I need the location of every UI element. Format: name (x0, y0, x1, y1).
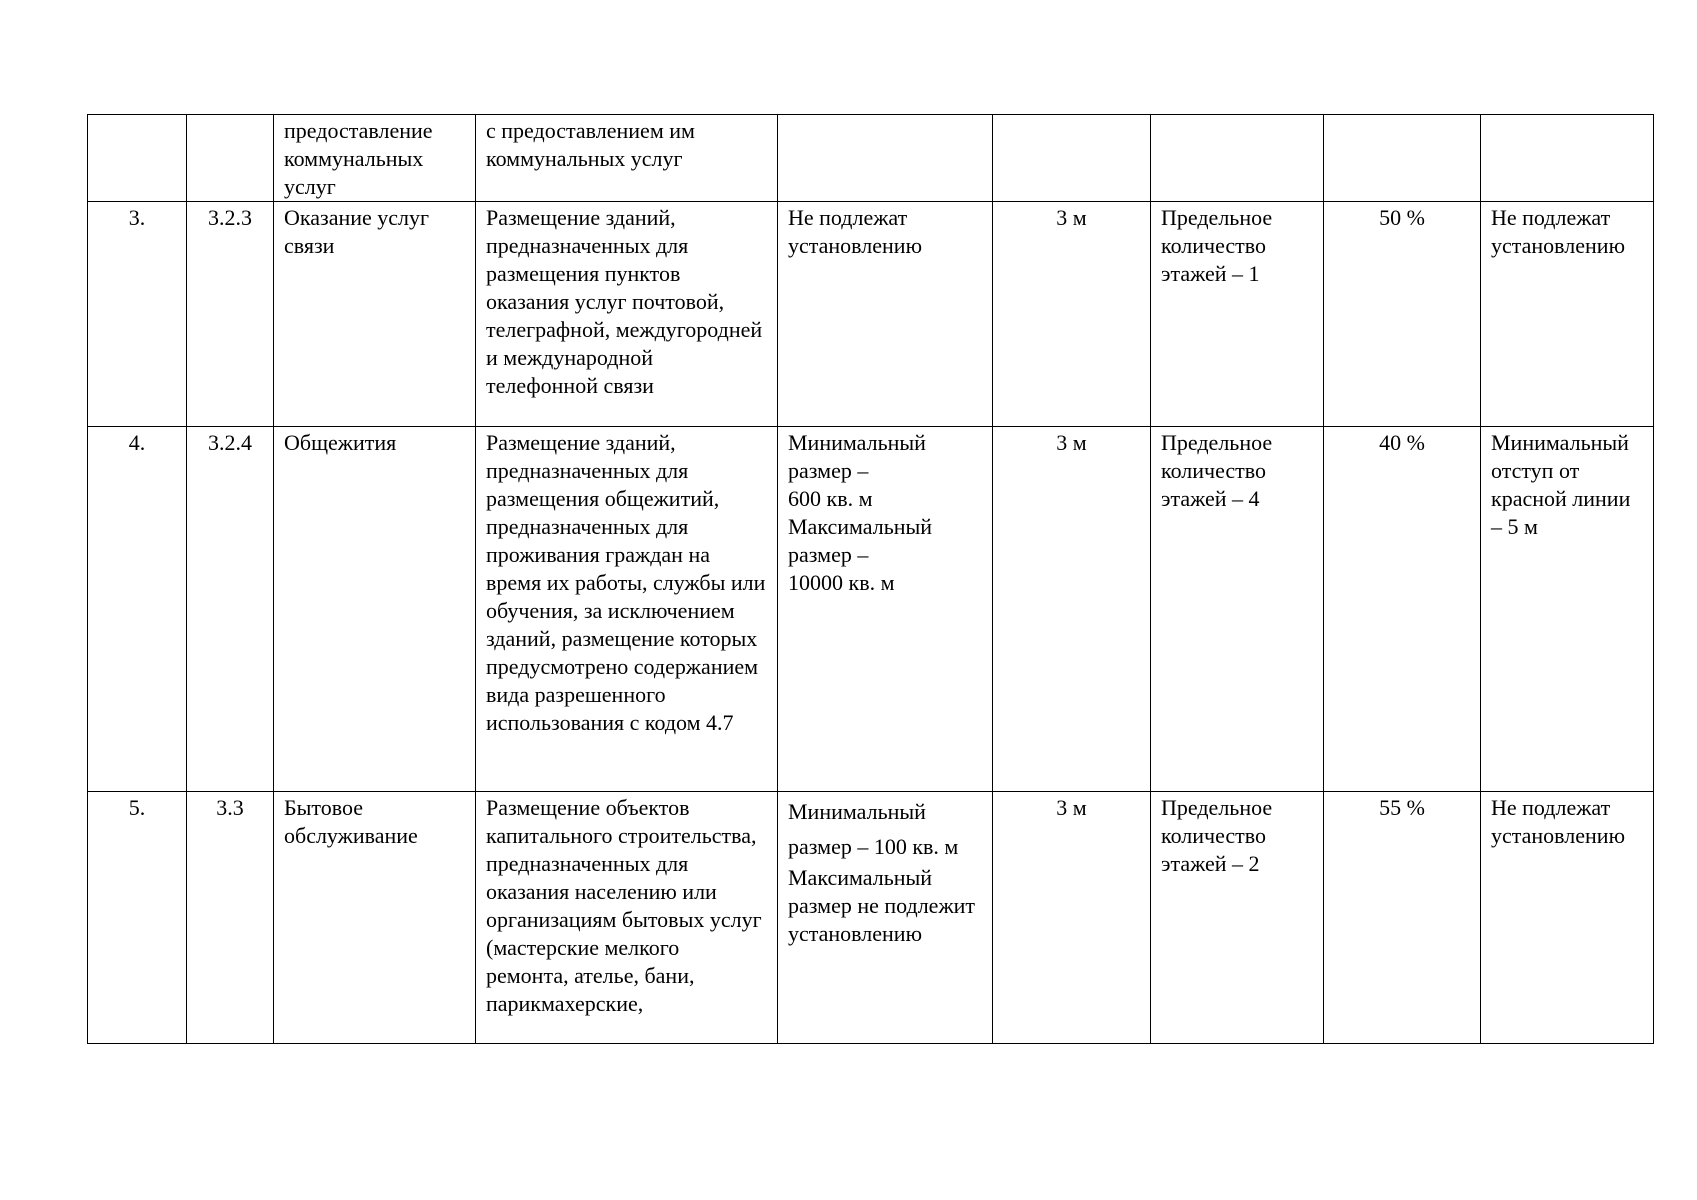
description-cell: Размещение зданий, предназначенных для размещения общежитий, предназначенных для проживания граждан на время их работы, службы или обучения, за исключением зданий, размещение которых предусмотрено содержанием вида разрешенного использования с кодом 4.7 (476, 427, 778, 792)
other-params-cell: Минимальный отступ от красной линии – 5 м (1481, 427, 1654, 792)
row-number-cell: 4. (88, 427, 187, 792)
other-params-cell: Не подлежат установлению (1481, 792, 1654, 1044)
table-row (88, 792, 1654, 1044)
plot-size-cell: Минимальный размер – 600 кв. м Максимальный размер – 10000 кв. м (778, 427, 993, 792)
plot-size-cell: Не подлежат установлению (778, 202, 993, 427)
plot-size-line: Минимальный (788, 799, 926, 824)
use-name-cell: Общежития (274, 427, 476, 792)
setback-cell (993, 115, 1151, 202)
table-row (88, 427, 1654, 792)
plot-size-cell (778, 792, 993, 1044)
code-cell (187, 115, 274, 202)
table-row (88, 115, 1654, 202)
coverage-cell: 55 % (1324, 792, 1481, 1044)
coverage-cell: 40 % (1324, 427, 1481, 792)
plot-size-line: Максимальный размер не подлежит установлению (788, 865, 976, 946)
floors-cell: Предельное количество этажей – 1 (1151, 202, 1324, 427)
use-name-cell: предоставление коммунальных услуг (274, 115, 476, 202)
description-cell: Размещение объектов капитального строительства, предназначенных для оказания населению или организациям бытовых услуг (мастерские мелкого ремонта, ателье, бани, парикмахерские, (476, 792, 778, 1044)
use-name-cell: Оказание услуг связи (274, 202, 476, 427)
use-name-cell: Бытовое обслуживание (274, 792, 476, 1044)
setback-cell: 3 м (993, 427, 1151, 792)
setback-cell: 3 м (993, 792, 1151, 1044)
zoning-regulations-table (87, 114, 1654, 1044)
floors-cell: Предельное количество этажей – 2 (1151, 792, 1324, 1044)
row-number-cell: 3. (88, 202, 187, 427)
code-cell: 3.2.3 (187, 202, 274, 427)
plot-size-line: размер – 100 кв. м (788, 834, 959, 859)
other-params-cell: Не подлежат установлению (1481, 202, 1654, 427)
description-cell: Размещение зданий, предназначенных для размещения пунктов оказания услуг почтовой, телеграфной, междугородней и международной телефонной связи (476, 202, 778, 427)
setback-cell: 3 м (993, 202, 1151, 427)
coverage-cell (1324, 115, 1481, 202)
table-row (88, 202, 1654, 427)
row-number-cell: 5. (88, 792, 187, 1044)
other-params-cell (1481, 115, 1654, 202)
coverage-cell: 50 % (1324, 202, 1481, 427)
description-cell: с предоставлением им коммунальных услуг (476, 115, 778, 202)
plot-size-cell (778, 115, 993, 202)
row-number-cell (88, 115, 187, 202)
code-cell: 3.3 (187, 792, 274, 1044)
floors-cell (1151, 115, 1324, 202)
code-cell: 3.2.4 (187, 427, 274, 792)
floors-cell: Предельное количество этажей – 4 (1151, 427, 1324, 792)
